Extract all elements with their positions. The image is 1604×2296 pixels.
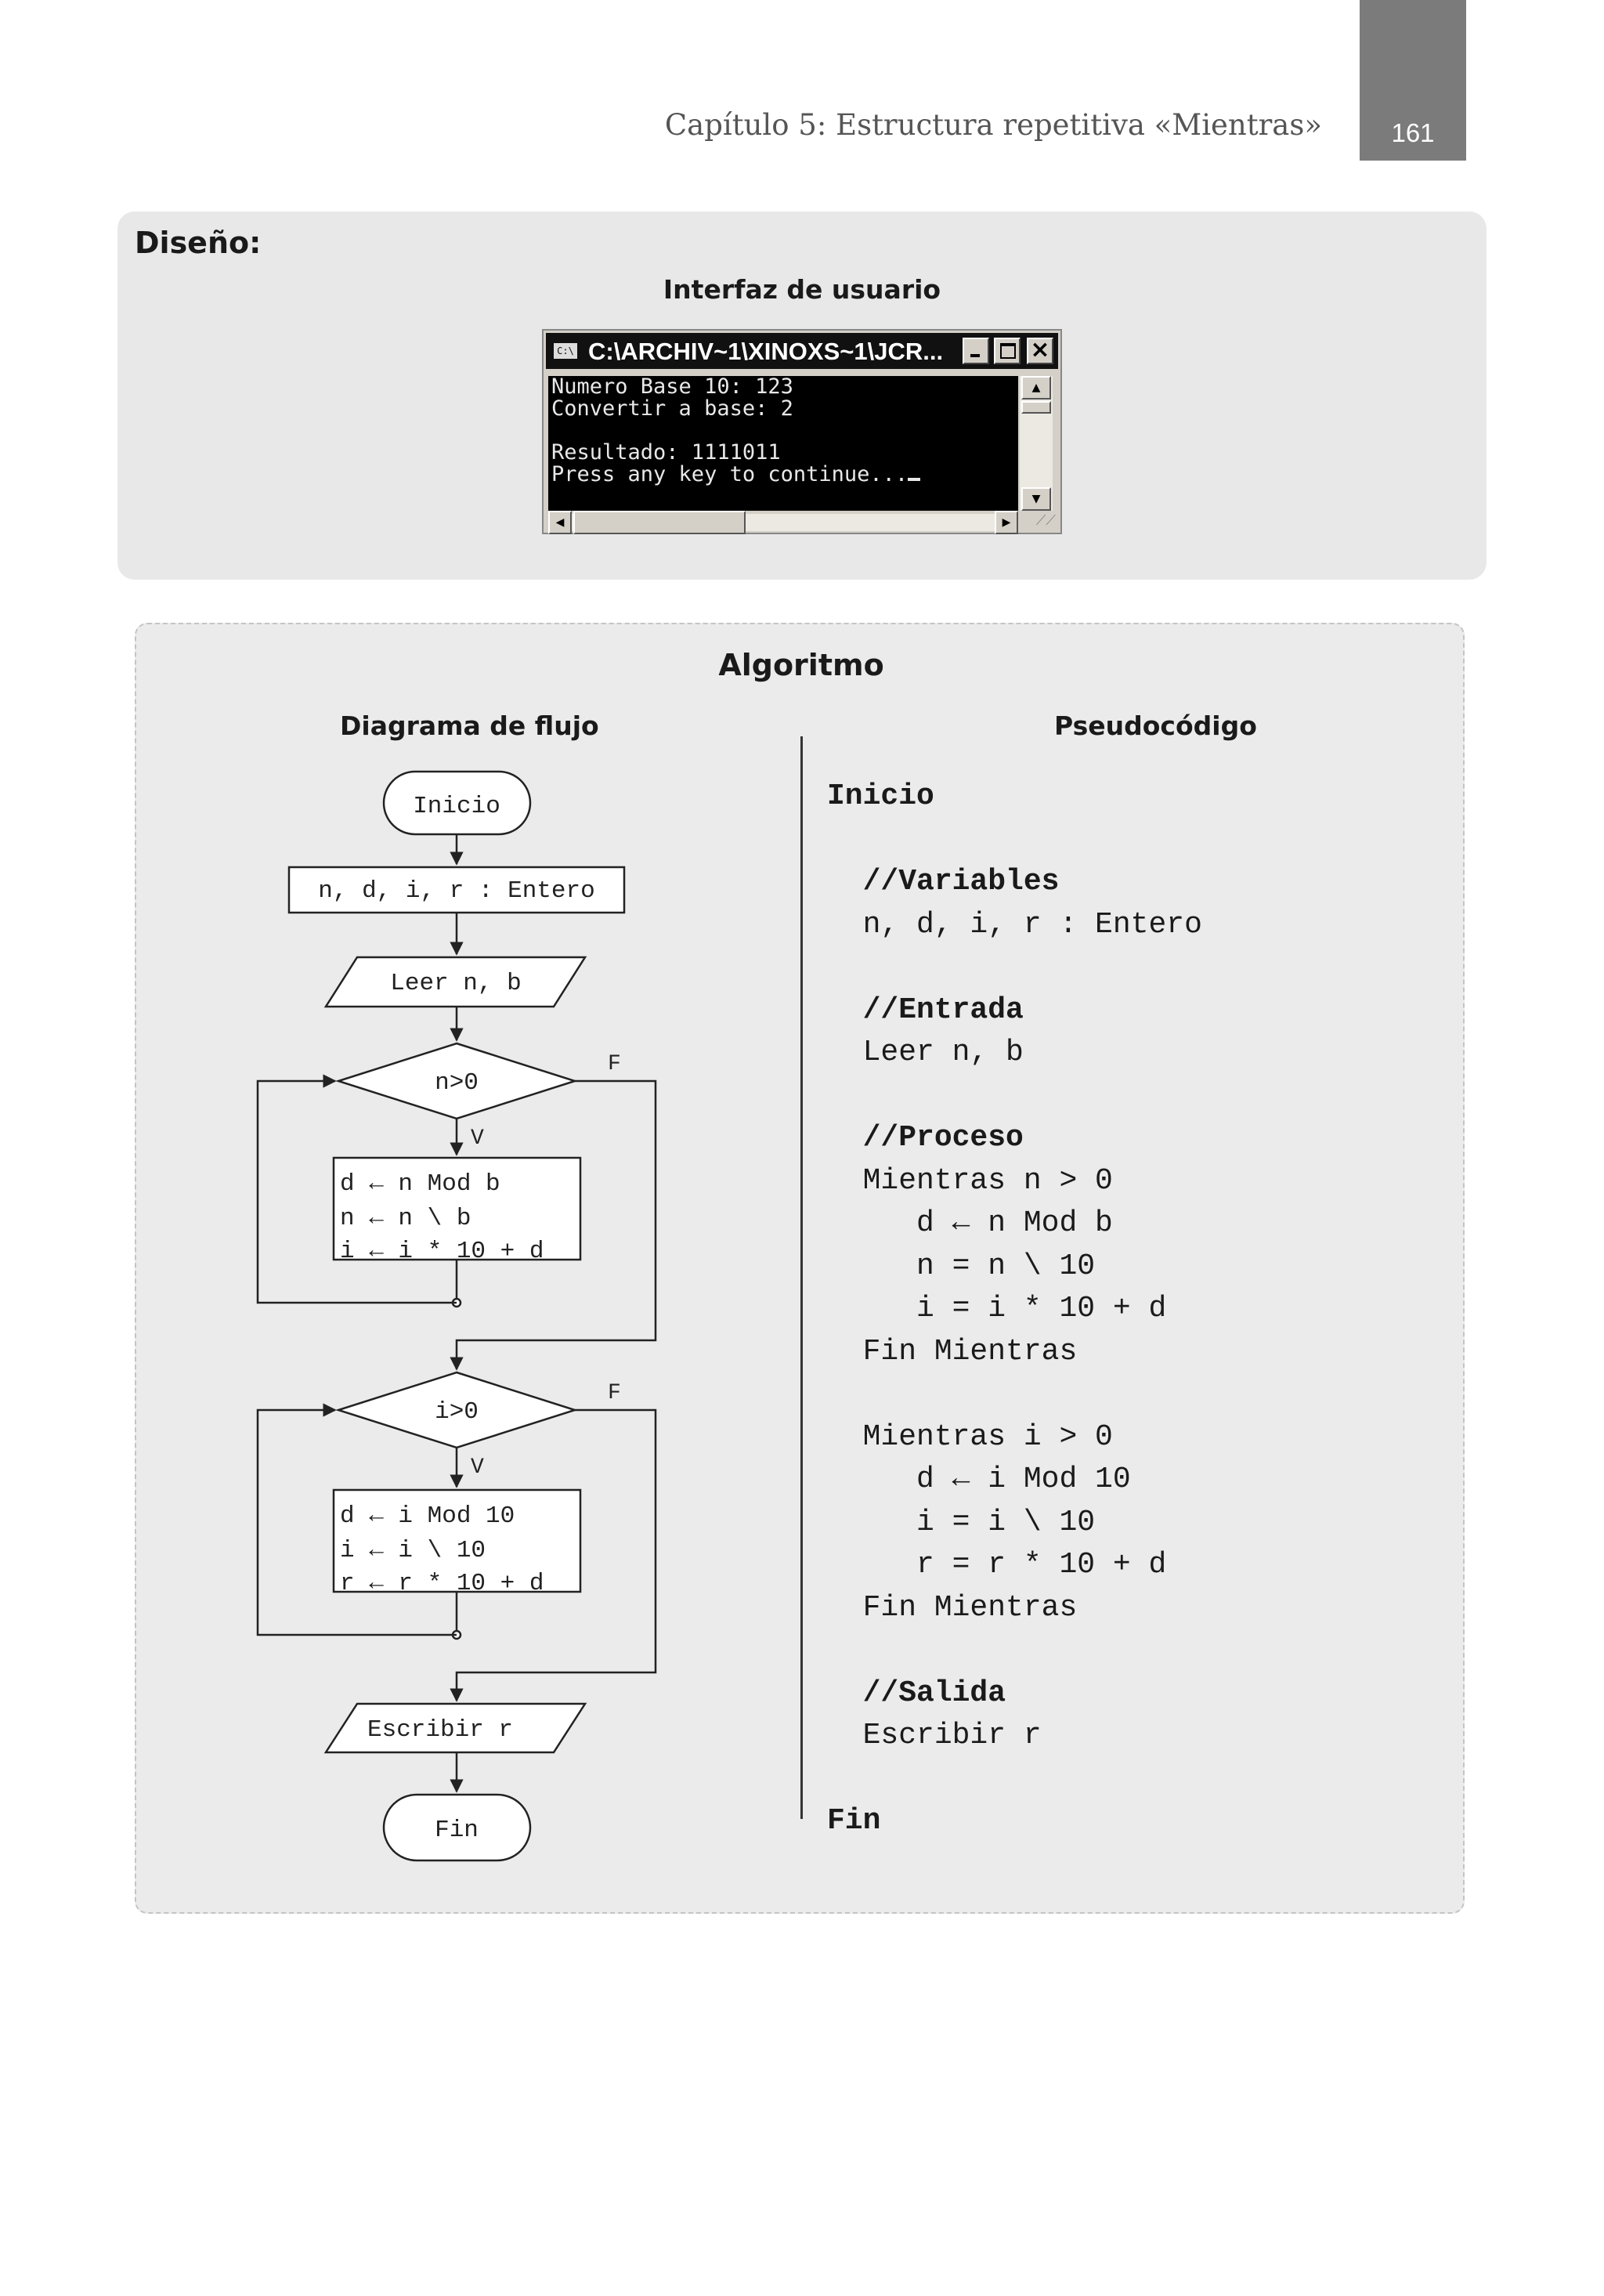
loop2-true-label: V	[471, 1455, 484, 1480]
page-number: 161	[1391, 118, 1435, 147]
write-label: Escribir r	[367, 1716, 514, 1744]
loop1-false-label: F	[608, 1052, 621, 1076]
pseudo-line: Fin	[827, 1804, 881, 1838]
minimize-button[interactable]	[963, 338, 989, 364]
pseudo-line: Mientras i > 0	[827, 1419, 1113, 1454]
pseudo-line: r = r * 10 + d	[827, 1548, 1167, 1582]
scroll-left-icon[interactable]: ◀	[548, 511, 572, 534]
pseudo-line: Mientras n > 0	[827, 1163, 1113, 1198]
loop1-body-line: n ← n \ b	[340, 1205, 471, 1232]
pseudo-line: n = n \ 10	[827, 1249, 1096, 1283]
close-icon: ×	[1030, 336, 1050, 363]
loop2-body-line: i ← i \ 10	[340, 1537, 486, 1564]
algorithm-panel	[135, 623, 1465, 1914]
console-line	[548, 420, 1018, 442]
scroll-down-icon[interactable]: ▼	[1021, 487, 1051, 511]
pseudo-line: Fin Mientras	[827, 1334, 1078, 1369]
console-prompt-text: Press any key to continue...	[551, 462, 909, 486]
loop2-false-label: F	[608, 1381, 621, 1405]
console-output	[548, 376, 1018, 511]
pseudo-line: //Variables	[827, 865, 1060, 899]
vertical-scrollbar[interactable]	[1020, 376, 1053, 511]
pseudo-line	[827, 1629, 1202, 1672]
scroll-right-icon[interactable]: ▶	[995, 511, 1018, 534]
console-title: C:\ARCHIV~1\XINOXS~1\JCR...	[588, 338, 944, 365]
column-divider	[800, 736, 803, 1819]
loop1-condition: n>0	[435, 1069, 479, 1097]
loop1-body-line: i ← i * 10 + d	[340, 1238, 544, 1265]
loop1-true-label: V	[471, 1126, 484, 1151]
loop2-condition: i>0	[435, 1398, 479, 1426]
read-label: Leer n, b	[390, 970, 522, 997]
chapter-title: Capítulo 5: Estructura repetitiva «Mientras»	[664, 108, 1322, 142]
cursor-icon	[908, 478, 920, 481]
pseudo-line: //Salida	[827, 1676, 1006, 1710]
pseudocode	[827, 776, 1202, 1843]
close-button[interactable]	[1027, 338, 1053, 364]
pseudo-line: Fin Mientras	[827, 1590, 1078, 1625]
resize-grip-icon[interactable]: ⟋⟋	[1035, 512, 1056, 529]
pseudo-line: //Proceso	[827, 1121, 1024, 1155]
page-number-tab	[1360, 0, 1466, 161]
pseudo-line: Inicio	[827, 779, 934, 813]
pseudo-line: i = i * 10 + d	[827, 1292, 1167, 1325]
flowchart	[136, 624, 794, 1909]
end-label: Fin	[435, 1817, 479, 1844]
vertical-scroll-thumb[interactable]	[1021, 401, 1051, 414]
maximize-button[interactable]	[994, 338, 1021, 364]
loop2-body-line: d ← i Mod 10	[340, 1502, 515, 1530]
declare-label: n, d, i, r : Entero	[318, 877, 595, 905]
console-window	[542, 329, 1062, 534]
horizontal-scroll-thumb[interactable]	[573, 511, 746, 534]
pseudo-line	[827, 1373, 1202, 1416]
algorithm-heading: Algoritmo	[718, 648, 884, 682]
console-line: Convertir a base: 2	[551, 396, 793, 421]
scroll-up-icon[interactable]: ▲	[1021, 376, 1051, 400]
loop2-body-line: r ← r * 10 + d	[340, 1570, 544, 1597]
design-heading: Diseño:	[135, 226, 262, 260]
pseudo-line: d ← n Mod b	[827, 1206, 1113, 1240]
pseudo-line	[827, 946, 1202, 989]
console-line-prompt	[548, 464, 1018, 486]
pseudo-line	[827, 1758, 1202, 1801]
pseudocode-heading: Pseudocódigo	[1054, 710, 1257, 741]
pseudo-line: Escribir r	[827, 1719, 1042, 1752]
pseudo-line: //Entrada	[827, 993, 1024, 1027]
pseudo-line: d ← i Mod 10	[827, 1463, 1131, 1496]
console-line: Numero Base 10: 123	[551, 374, 793, 399]
loop1-body-line: d ← n Mod b	[340, 1170, 500, 1198]
console-titlebar[interactable]	[546, 333, 1058, 369]
pseudo-line: Leer n, b	[827, 1036, 1024, 1069]
pseudo-line: i = i \ 10	[827, 1505, 1096, 1539]
pseudo-line: n, d, i, r : Entero	[827, 907, 1202, 942]
pseudo-line	[827, 1075, 1202, 1118]
console-line: Resultado: 1111011	[551, 440, 781, 465]
pseudo-line	[827, 819, 1202, 862]
flowchart-heading: Diagrama de flujo	[340, 710, 599, 741]
console-icon[interactable]: C:\	[554, 343, 577, 359]
horizontal-scrollbar[interactable]	[548, 514, 1018, 531]
ui-caption: Interfaz de usuario	[663, 274, 941, 305]
start-label: Inicio	[413, 793, 500, 820]
design-panel	[117, 212, 1487, 580]
